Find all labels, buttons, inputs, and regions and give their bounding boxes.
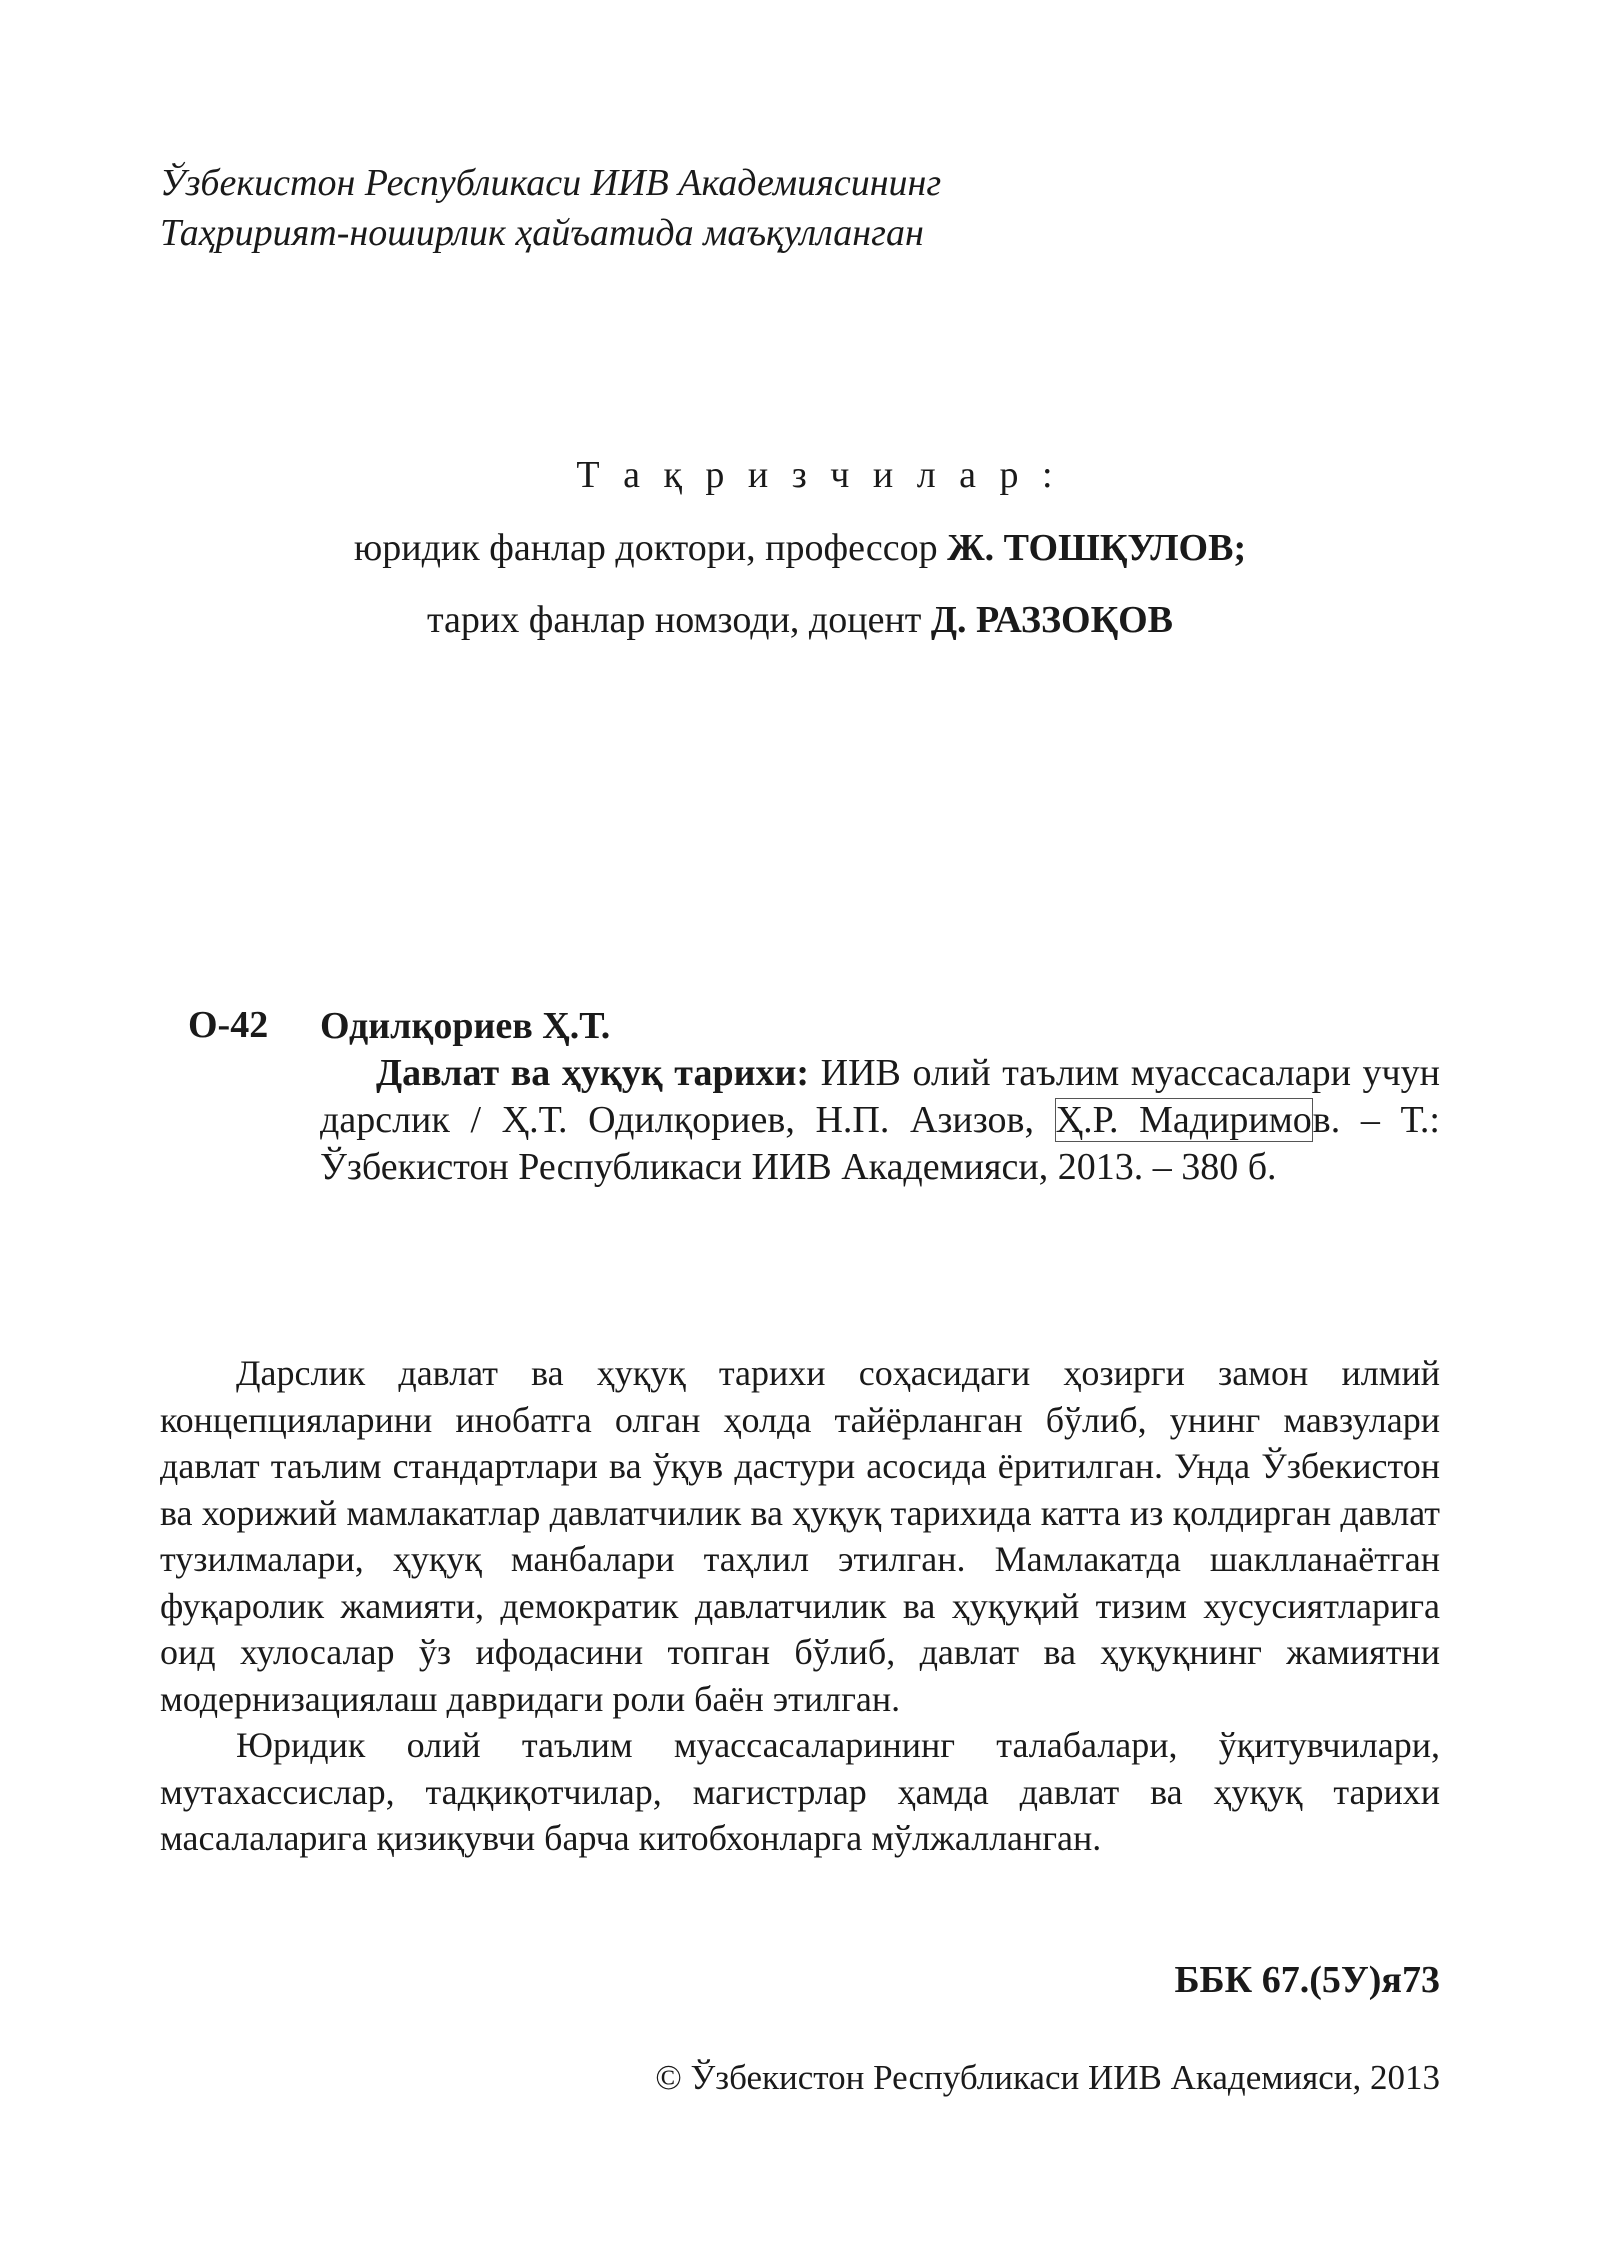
boxed-author-name: Ҳ.Р. Мадиримо [1055, 1099, 1312, 1141]
reviewer-1-name: Ж. ТОШҚУЛОВ; [947, 527, 1247, 569]
approval-line-2: Таҳририят-ноширлик ҳайъатида маъқулланган [160, 212, 924, 254]
catalog-code: О-42 [188, 1004, 269, 1046]
approval-line-1: Ўзбекистон Республикаси ИИВ Академиясининг [160, 162, 942, 204]
reviewer-1 [0, 525, 1600, 571]
reviewer-2-name: Д. РАЗЗОҚОВ [930, 599, 1174, 641]
bbk-code: ББК 67.(5У)я73 [1174, 1959, 1440, 2001]
reviewers-section [0, 453, 1600, 643]
copyright-notice: © Ўзбекистон Республикаси ИИВ Академияси, 2013 [655, 2058, 1440, 2097]
annotation-paragraph-1: Дарслик давлат ва ҳуқуқ тарихи соҳасидаги ҳозирги замон илмий концепцияларини инобатга олган ҳолда тайёрланган бўлиб, унинг мавзулари давлат таълим стандартлари ва ўқув дастури асосида ёритилган. Унда Ўзбекистон ва хорижий мамлакатлар давлатчилик ва ҳуқуқ тарихида катта из қолдирган давлат тузилмалари, ҳуқуқ манбалари таҳлил этилган. Мамлакатда шаклланаётган фуқаролик жамияти, демократик давлатчилик ва ҳуқуқий тизим хусусиятларига оид хулосалар ўз ифодасини топган бўлиб, давлат ва ҳуқуқнинг жамиятни модернизациялаш давридаги роли баён этилган. [160, 1353, 1440, 1719]
annotation [160, 1350, 1440, 1862]
catalog-entry [320, 1003, 1440, 1191]
reviewers-heading: Т а қ р и з ч и л а р : [576, 454, 1060, 496]
reviewer-2 [0, 597, 1600, 643]
annotation-paragraph-2: Юридик олий таълим муассасаларининг талабалари, ўқитувчилари, мутахассислар, тадқиқотчилар, магистрлар ҳамда давлат ва ҳуқуқ тарихи масалаларига қизиқувчи барча китобхонларга мўлжалланган. [160, 1725, 1440, 1858]
catalog-author: Одилқориев Ҳ.Т. [320, 1005, 611, 1047]
reviewer-1-title: юридик фанлар доктори, профессор [353, 527, 948, 569]
catalog-desc-part-2: в. – Т.: Ўзбекистон Республикаси ИИВ Академияси, 2013. – 380 б. [320, 1099, 1440, 1188]
catalog-description [320, 1050, 1440, 1191]
approval-note [160, 158, 941, 258]
catalog-title: Давлат ва ҳуқуқ тарихи: [376, 1052, 810, 1094]
reviewer-2-title: тарих фанлар номзоди, доцент [426, 599, 931, 641]
catalog-desc-part-1: ИИВ олий таълим муассасалари учун дарслик / Ҳ.Т. Одилқориев, Н.П. Азизов, [320, 1052, 1441, 1141]
